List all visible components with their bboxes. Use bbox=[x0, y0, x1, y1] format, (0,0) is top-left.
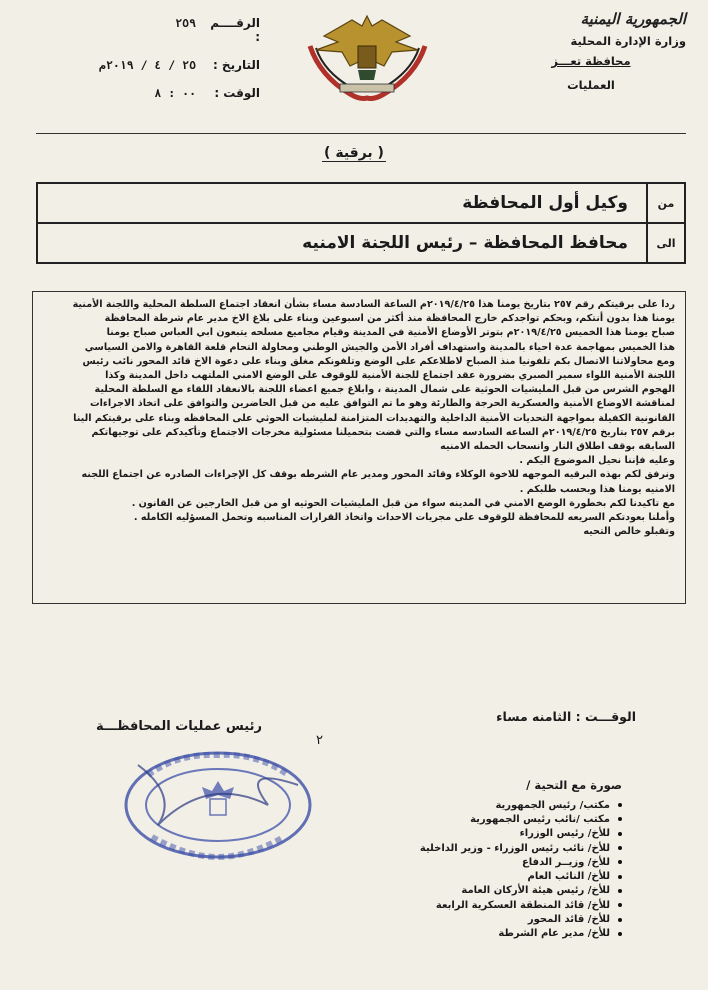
body-line: وأملنا بعودتكم السريعه للمحافظة للوقوف على مجريات الاحداث واتخاذ القرارات المناسبه وتحمل المسؤليه الكامله . bbox=[133, 512, 675, 524]
bullet-icon bbox=[618, 846, 622, 850]
body-line: ردا على برقيتكم رقم ٢٥٧ بتاريخ يومنا هذا ٢٠١٩/٤/٢٥م الساعة السادسة مساء بشأن انعقاد اجتماع السلطة المحلية واللجنة الأمنية bbox=[72, 299, 675, 310]
eagle-emblem-icon bbox=[300, 6, 435, 106]
ministry-name: وزارة الإدارة المحلية bbox=[570, 34, 686, 48]
bullet-icon bbox=[618, 932, 622, 936]
letterhead-right bbox=[496, 10, 686, 92]
list-item: للأخ/ رئيس الوزراء bbox=[322, 827, 622, 841]
from-row bbox=[38, 184, 684, 222]
bullet-icon bbox=[618, 803, 622, 807]
list-item: للأخ/ النائب العام bbox=[322, 869, 622, 883]
body-line: يومنا هذا بدون أنتكم، وبحكم تواجدكم خارج المحافظة منذ أكثر من اسبوعين وبناء على بلاغ الاخ مدير عام شرطة المحافظة bbox=[104, 313, 675, 325]
body-line: ومع محاولاتنا الاتصال بكم تلفونيا منذ الصباح لاطلاعكم على الوضع وتلفونكم مغلق وبناء على دعوة الاخ قائد المحور نائب رئيس bbox=[82, 355, 675, 367]
from-label: من bbox=[646, 184, 684, 222]
body-line: الهجوم الشرس من قبل المليشيات الحوثية على شمال المدينة ، وابلاغ جميع اعضاء اللجنة بالانعقاد اللقاء مع السلطة المحلية bbox=[94, 384, 675, 396]
signature-mark: ٢ bbox=[316, 733, 323, 748]
field-date: التاريخ : ٢٥ / ٤ / ٢٠١٩م bbox=[99, 58, 260, 72]
list-item: مكتب/ رئيس الجمهورية bbox=[322, 798, 622, 812]
bullet-icon bbox=[618, 817, 622, 821]
body-line: مع تاكيدنا لكم بخطورة الوضع الامني في المدينه سواء من قبل المليشيات الحوثيه او من قبل الخارجين عن القانون . bbox=[131, 497, 675, 509]
list-item: مكتب /نائب رئيس الجمهورية bbox=[322, 812, 622, 826]
bullet-icon bbox=[618, 875, 622, 879]
carbon-copy-list bbox=[322, 778, 622, 941]
body-line: لمناقشة الاوضاع الأمنية والعسكرية الحرجة والطارئة وهو ما تم التوافق عليه من قبل الحاضرين والتوافق على اتخاذ الاجراءات bbox=[90, 398, 675, 410]
body-line: الامنيه يومنا هذا وبحسب طلبكم . bbox=[519, 483, 675, 495]
body-line: اللجنة الأمنية اللواء سمير الصبري بضرورة عقد اجتماع للجنة الأمنية للوقوف على الوضع الامني الملتهب داخل المدينة وكذا bbox=[105, 370, 675, 382]
cc-recipients bbox=[322, 798, 622, 941]
to-label: الى bbox=[646, 224, 684, 262]
body-line: برقم ٢٥٧ بتاريخ ٢٠١٩/٤/٢٥م الساعه السادسه مساء والتي قضت بتحميلنا مسئولية مخرجات الاجتماع وتأكيدكم على توجيهاتكم bbox=[91, 426, 675, 438]
list-item: للأخ/ وزيــر الدفاع bbox=[322, 855, 622, 869]
governorate-name: محافظة تعـــز bbox=[551, 54, 631, 68]
bullet-icon bbox=[618, 903, 622, 907]
list-item: للأخ/ رئيس هيئة الأركان العامة bbox=[322, 884, 622, 898]
to-row bbox=[38, 222, 684, 262]
department-name: العمليات bbox=[567, 78, 615, 92]
sent-time: الوقـــت : الثامنه مساء bbox=[496, 709, 636, 724]
body-line: صباح يومنا هذا الخميس ٢٠١٩/٤/٢٥م بتوتر الأوضاع الأمنية في المدينة وقيام مجاميع مسلحه يتبعون ابي العباس صباح يومنا bbox=[106, 327, 675, 339]
field-number: الرقــــم : ٢٥٩ bbox=[175, 16, 260, 44]
body-line: هذا الخميس بمهاجمة عدة احياء بالمدينة واستهداف أفراد الأمن والجيش الوطني ومحاولة التحام قلعة القاهرة والامن السياسي bbox=[84, 341, 675, 353]
field-time: الوقت : ٠٠ : ٨ bbox=[154, 86, 260, 100]
bullet-icon bbox=[618, 832, 622, 836]
signatory-title: رئيس عمليات المحافظـــة bbox=[96, 719, 262, 734]
cc-title: صورة مع التحية / bbox=[526, 778, 622, 792]
list-item: للأخ/ قائد المنطقة العسكرية الرابعة bbox=[322, 898, 622, 912]
from-value: وكيل أول المحافظة bbox=[462, 193, 628, 213]
body-line: وتقبلو خالص التحيه bbox=[583, 526, 675, 538]
body-line: السابقه بوقف اطلاق النار وانسحاب الحمله الامنيه bbox=[440, 441, 675, 453]
list-item: للأخ/ قائد المحور bbox=[322, 912, 622, 926]
republic-name: الجمهورية اليمنية bbox=[580, 10, 686, 28]
document-title: ( برقية ) bbox=[324, 145, 384, 161]
official-stamp-icon bbox=[118, 745, 318, 865]
body-line: وعليه فإننا نحيل الموضوع اليكم . bbox=[519, 455, 675, 467]
body-line: القانونية الكفيلة بمواجهة التحديات الأمنية الداخلية والتهديدات المتزامنة لمليشيات الحوثي على المحافظه وبناء على برقيتكم الينا bbox=[73, 412, 675, 424]
from-to-table bbox=[36, 182, 686, 264]
body-line: ونرفق لكم بهذه البرقيه الموجهه للاخوة الوكلاء وقائد المحور ومدير عام الشرطه بوقف كل الإجراءات الصادره عن اجتماع اللجنه bbox=[81, 469, 675, 481]
header-divider bbox=[36, 133, 686, 134]
list-item: للأخ/ مدير عام الشرطة bbox=[322, 927, 622, 941]
reference-fields bbox=[60, 16, 260, 114]
bullet-icon bbox=[618, 860, 622, 864]
to-value: محافظ المحافظة – رئيس اللجنة الامنيه bbox=[302, 233, 628, 253]
list-item: للأخ/ نائب رئيس الوزراء - وزير الداخلية bbox=[322, 841, 622, 855]
message-body bbox=[32, 291, 686, 604]
bullet-icon bbox=[618, 889, 622, 893]
bullet-icon bbox=[618, 918, 622, 922]
